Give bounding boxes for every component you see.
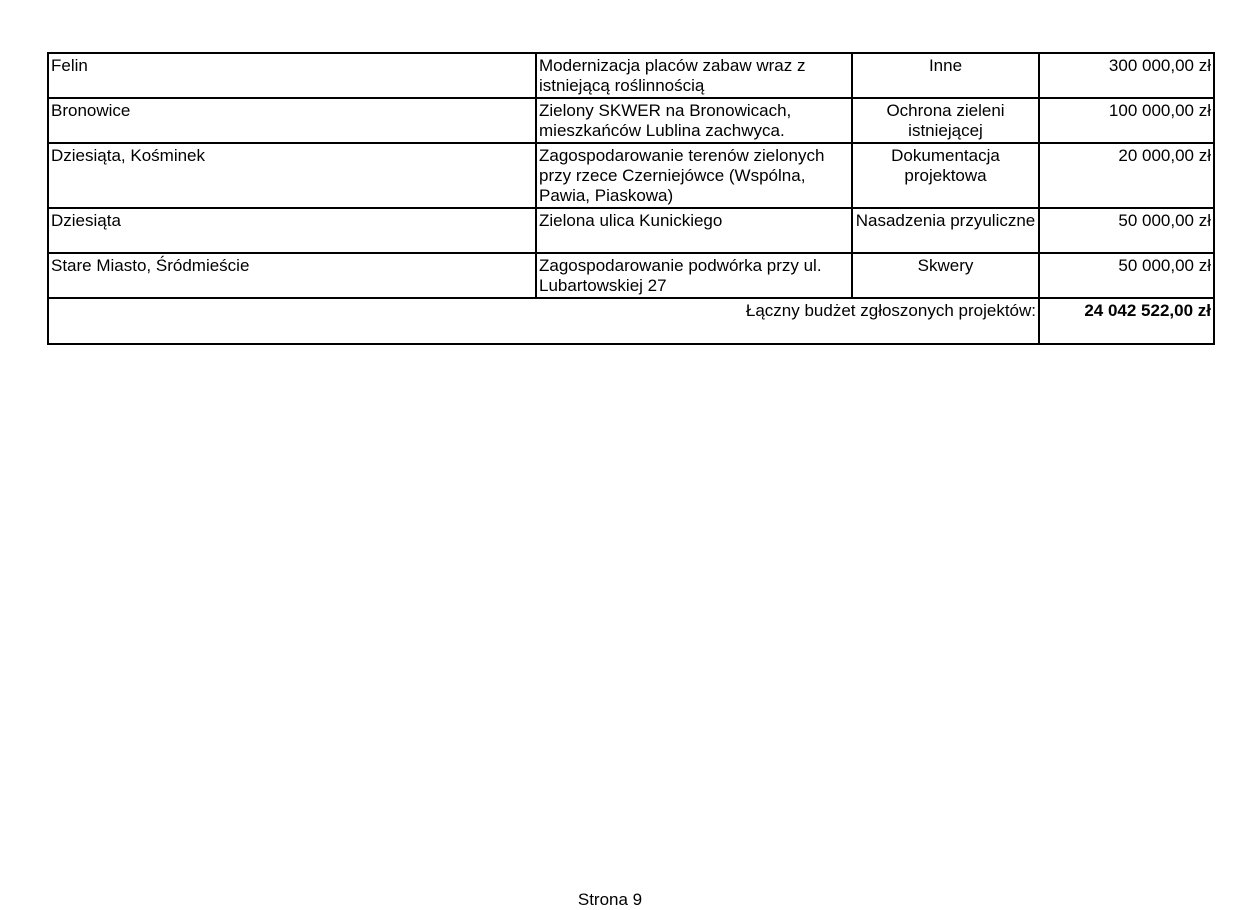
total-label: Łączny budżet zgłoszonych projektów:: [48, 298, 1039, 344]
projects-budget-table: [47, 52, 1215, 345]
project-name-cell: Zagospodarowanie podwórka przy ul. Lubartowskiej 27: [536, 253, 852, 298]
district-cell: Dziesiąta, Kośminek: [48, 143, 536, 208]
project-name-cell: Zielona ulica Kunickiego: [536, 208, 852, 253]
total-value: 24 042 522,00 zł: [1039, 298, 1214, 344]
project-name-cell: Zagospodarowanie terenów zielonych przy rzece Czerniejówce (Wspólna, Pawia, Piaskowa): [536, 143, 852, 208]
amount-cell: 50 000,00 zł: [1039, 253, 1214, 298]
district-cell: Stare Miasto, Śródmieście: [48, 253, 536, 298]
table-row: [48, 208, 1214, 253]
page-number: Strona 9: [577, 890, 643, 909]
category-cell: Nasadzenia przyuliczne: [852, 208, 1039, 253]
amount-cell: 20 000,00 zł: [1039, 143, 1214, 208]
category-cell: Dokumentacja projektowa: [852, 143, 1039, 208]
amount-cell: 50 000,00 zł: [1039, 208, 1214, 253]
district-cell: Felin: [48, 53, 536, 98]
table-row: [48, 53, 1214, 98]
district-cell: Bronowice: [48, 98, 536, 143]
project-name-cell: Modernizacja placów zabaw wraz z istniejącą roślinnością: [536, 53, 852, 98]
district-cell: Dziesiąta: [48, 208, 536, 253]
total-row: [48, 298, 1214, 344]
table-row: [48, 143, 1214, 208]
category-cell: Inne: [852, 53, 1039, 98]
category-cell: Ochrona zieleni istniejącej: [852, 98, 1039, 143]
amount-cell: 100 000,00 zł: [1039, 98, 1214, 143]
category-cell: Skwery: [852, 253, 1039, 298]
table-row: [48, 98, 1214, 143]
amount-cell: 300 000,00 zł: [1039, 53, 1214, 98]
project-name-cell: Zielony SKWER na Bronowicach, mieszkańców Lublina zachwyca.: [536, 98, 852, 143]
table-row: [48, 253, 1214, 298]
